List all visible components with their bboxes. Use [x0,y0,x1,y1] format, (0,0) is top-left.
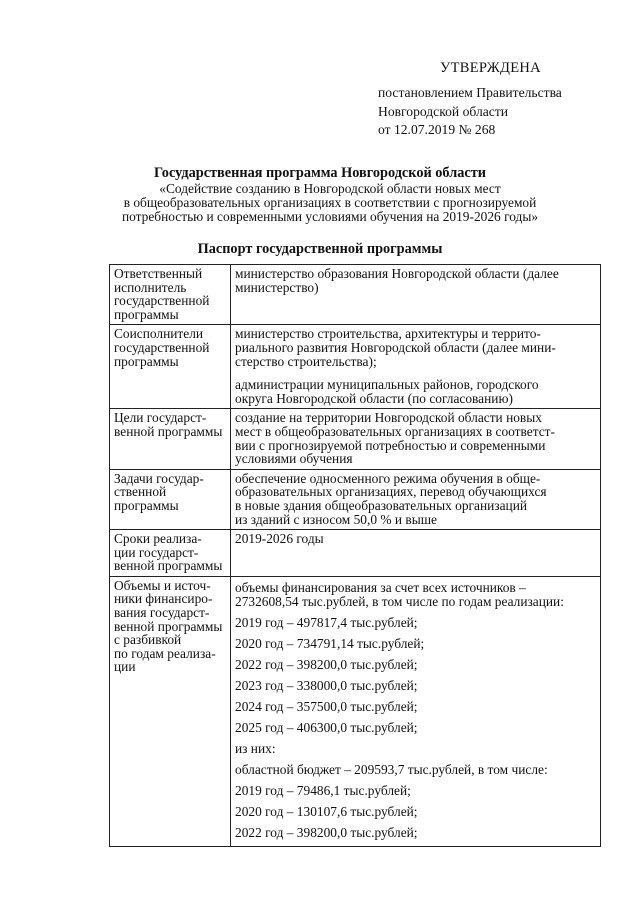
approval-line: постановлением Правительства [378,85,562,100]
year-line: 2020 год – 734791,14 тыс.рублей; [235,636,425,652]
value-line: условиями обучения [235,451,353,467]
label-line: государственной [114,339,210,355]
row-value [231,409,601,469]
row-value [231,576,601,847]
table-row-co-executors [110,325,601,409]
row-label [110,409,231,469]
row-label [110,325,231,409]
row-value [231,265,601,325]
year-line: 2025 год – 406300,0 тыс.рублей; [235,720,418,736]
row-label [110,265,231,325]
table-row-financing [110,576,601,847]
approval-block [378,84,562,140]
row-label [110,469,231,529]
row-value [231,530,601,577]
value-line: министерство) [235,279,319,295]
label-line: ции государст- [114,544,199,560]
value-line: из зданий с износом 50,0 % и выше [235,511,437,527]
year-line: 2019 год – 497817,4 тыс.рублей; [235,615,418,631]
passport-table [109,264,601,847]
table-row-tasks [110,469,601,529]
program-title: Государственная программа Новгородской области [153,165,487,181]
passport-title: Паспорт государственной программы [197,241,443,257]
label-line: венной программы [114,558,223,574]
label-line: Ответственный [114,266,203,281]
label-line: ции [114,659,136,675]
value-line: объемы финансирования за счет всех источников – [235,579,526,595]
value-line: образовательных организациях, перевод обучающихся [235,484,547,500]
row-value [231,325,601,409]
subtitle-line: потребностью и современными условиями обучения на 2019-2026 годы» [121,209,539,225]
table-row-executor [110,265,601,325]
subtitle-line: в общеобразовательных организациях в соответствии с прогнозируемой [123,195,537,211]
row-label [110,530,231,577]
value-line: министерство образования Новгородской области (далее [235,266,559,281]
approval-line: Новгородской области [378,103,509,119]
approval-line: от 12.07.2019 № 268 [378,122,496,137]
table-row-terms [110,530,601,577]
approval-stamp: УТВЕРЖДЕНА [440,60,541,76]
label-line: венной программы [114,423,223,439]
value-line: 2019-2026 годы [235,531,324,547]
value-line: министерство строительства, архитектуры и террито- [235,326,541,342]
value-line: создание на территории Новгородской области новых [235,410,542,426]
value-line: обеспечение односменного режима обучения в обще- [235,470,541,486]
value-line: вии с прогнозируемой потребностью и современными [235,437,546,453]
label-line: программы [114,353,179,369]
value-line: стерство строительства); [235,353,377,369]
label-line: Задачи государ- [114,470,204,486]
value-line: риального развития Новгородской области (далее мини- [235,339,556,355]
label-line: Объемы и источ- [114,577,211,593]
value-line: областной бюджет – 209593,7 тыс.рублей, в том числе: [235,762,548,778]
program-subtitle [60,182,600,225]
row-label [110,576,231,847]
label-line: государственной [114,293,210,309]
label-line: Цели государст- [114,410,207,426]
table-row-goals [110,409,601,469]
year-line: 2022 год – 398200,0 тыс.рублей; [235,825,418,841]
label-line: с разбивкой [114,632,182,648]
year-line: 2022 год – 398200,0 тыс.рублей; [235,657,418,673]
label-line: вания государст- [114,605,210,621]
value-line: администрации муниципальных районов, городского [235,377,539,393]
value-line: округа Новгородской области (по согласованию) [235,390,513,406]
label-line: Сроки реализа- [114,531,202,547]
value-line: в новые здания общеобразовательных организаций [235,497,528,513]
label-line: ники финансиро- [114,591,213,607]
row-value [231,469,601,529]
year-line: 2020 год – 130107,6 тыс.рублей; [235,804,418,820]
label-line: ственной [114,484,167,500]
label-line: исполнитель [114,279,187,295]
year-line: 2019 год – 79486,1 тыс.рублей; [235,783,411,799]
label-line: Соисполнители [114,326,204,342]
label-line: программы [114,497,179,513]
label-line: программы [114,306,179,322]
label-line: по годам реализа- [114,645,216,661]
value-line: 2732608,54 тыс.рублей, в том числе по годам реализации: [235,594,564,610]
value-line: из них: [235,741,276,757]
year-line: 2023 год – 338000,0 тыс.рублей; [235,678,418,694]
label-line: венной программы [114,618,223,634]
subtitle-line: «Содействие созданию в Новгородской области новых мест [159,181,501,196]
year-line: 2024 год – 357500,0 тыс.рублей; [235,699,418,715]
value-line: мест в общеобразовательных организациях в соответст- [235,423,555,439]
